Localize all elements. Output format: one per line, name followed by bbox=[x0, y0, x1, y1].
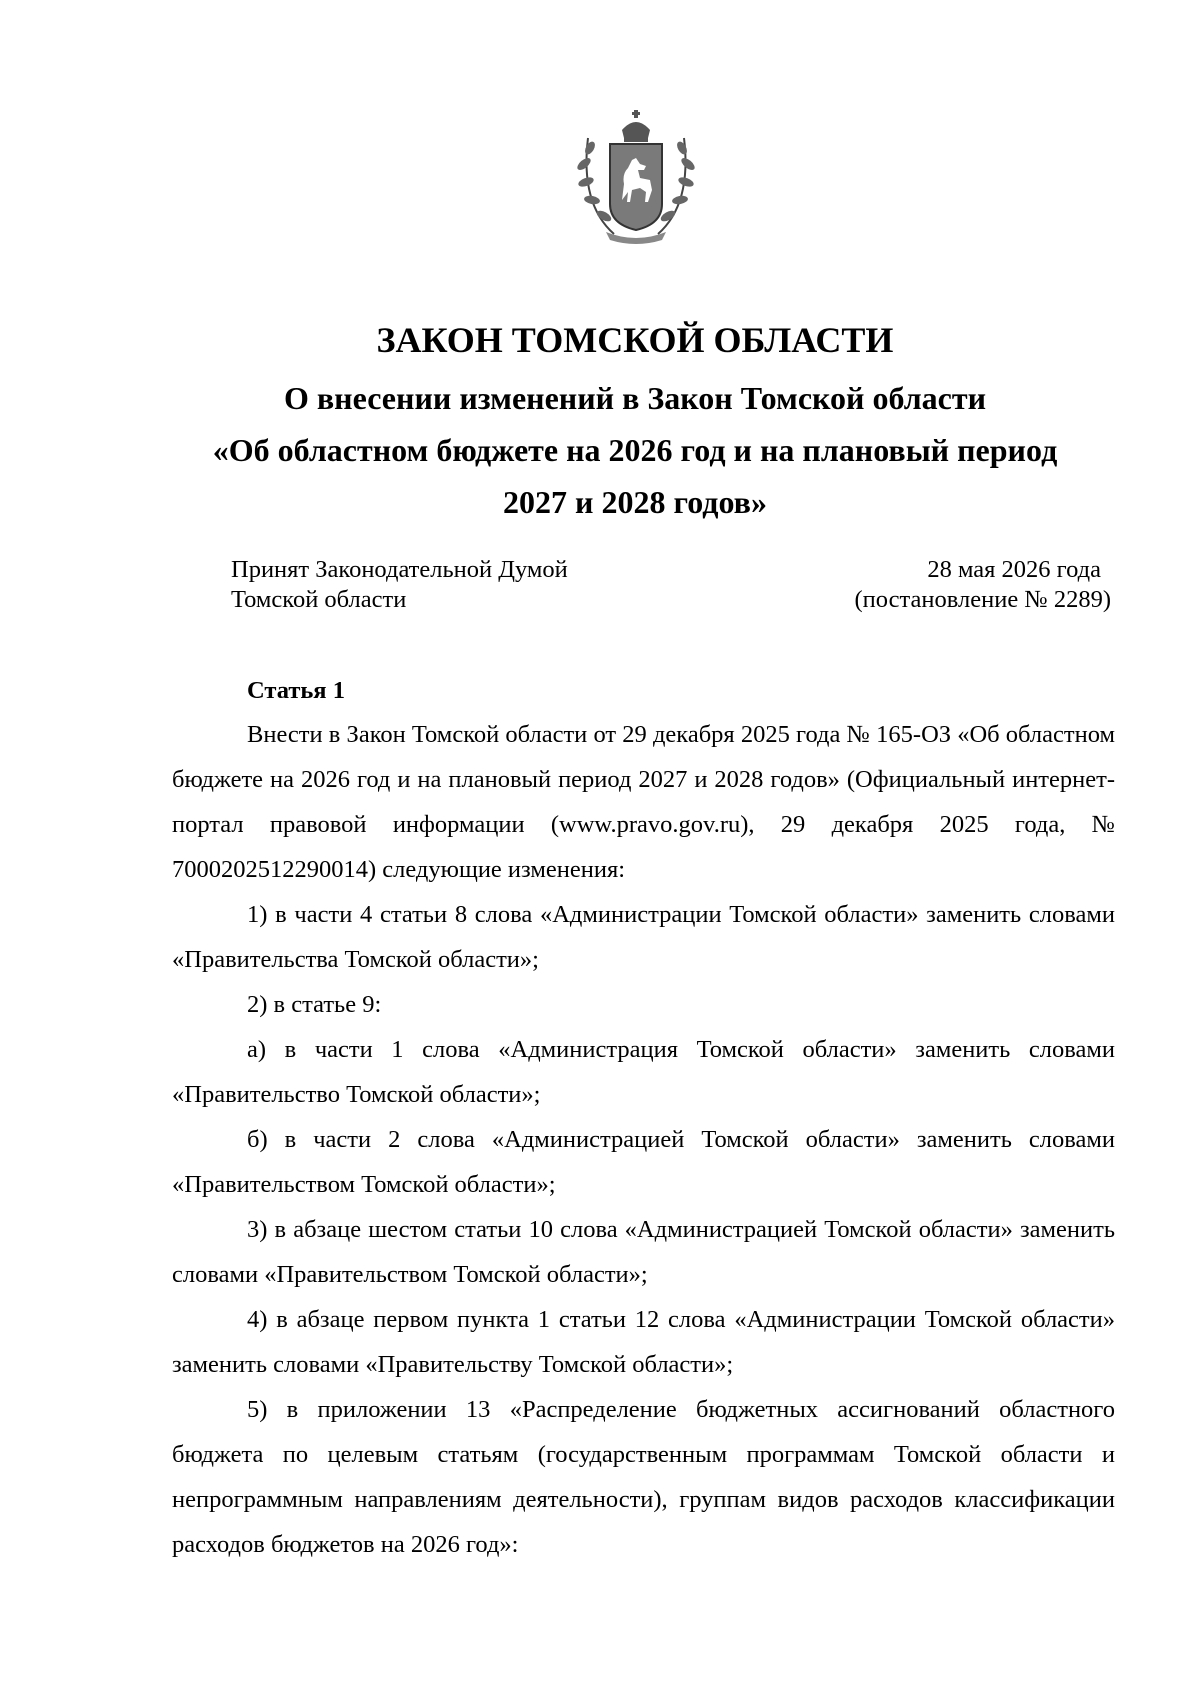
article-paragraph: 2) в статье 9: bbox=[247, 991, 382, 1018]
adoption-date-block bbox=[855, 555, 1111, 615]
article-body bbox=[172, 712, 1115, 1567]
article-paragraph: б) в части 2 слова «Администрацией Томской области» заменить словами «Правительством Томской области»; bbox=[172, 1126, 1115, 1198]
article-paragraph: а) в части 1 слова «Администрация Томской области» заменить словами «Правительство Томской области»; bbox=[172, 1036, 1115, 1108]
law-subtitle-line: О внесении изменений в Закон Томской области bbox=[284, 380, 986, 416]
law-subtitle-line: «Об областном бюджете на 2026 год и на плановый период bbox=[212, 432, 1058, 468]
adopted-by-line: Томской области bbox=[231, 586, 407, 613]
law-title: ЗАКОН ТОМСКОЙ ОБЛАСТИ bbox=[376, 320, 894, 360]
article-heading: Статья 1 bbox=[247, 677, 345, 704]
resolution-number: (постановление № 2289) bbox=[854, 586, 1111, 613]
article-paragraph: 4) в абзаце первом пункта 1 статьи 12 слова «Администрации Томской области» заменить словами «Правительству Томской области»; bbox=[172, 1306, 1115, 1378]
article-paragraph: Внести в Закон Томской области от 29 декабря 2025 года № 165-ОЗ «Об областном бюджете на 2026 год и на плановый период 2027 и 2028 годов» (Официальный интернет-портал правовой информации (www.pravo.gov.ru), 29 декабря 2025 года, № 7000202512290014) следующие изменения: bbox=[172, 721, 1115, 883]
law-subtitle bbox=[150, 372, 1120, 528]
adoption-block bbox=[231, 555, 1111, 619]
coat-of-arms-emblem bbox=[566, 108, 706, 248]
article-paragraph: 5) в приложении 13 «Распределение бюджетных ассигнований областного бюджета по целевым статьям (государственным программам Томской области и непрограммным направлениям деятельности), группам видов расходов классификации расходов бюджетов на 2026 год»: bbox=[172, 1396, 1115, 1558]
adopted-by bbox=[231, 555, 568, 615]
article-paragraph: 3) в абзаце шестом статьи 10 слова «Администрацией Томской области» заменить словами «Правительством Томской области»; bbox=[172, 1216, 1115, 1288]
document-headings bbox=[150, 318, 1120, 528]
adoption-date: 28 мая 2026 года bbox=[927, 556, 1101, 583]
adopted-by-line: Принят Законодательной Думой bbox=[231, 556, 568, 583]
article-paragraph: 1) в части 4 статьи 8 слова «Администрации Томской области» заменить словами «Правительства Томской области»; bbox=[172, 901, 1115, 973]
law-subtitle-line: 2027 и 2028 годов» bbox=[503, 484, 767, 520]
